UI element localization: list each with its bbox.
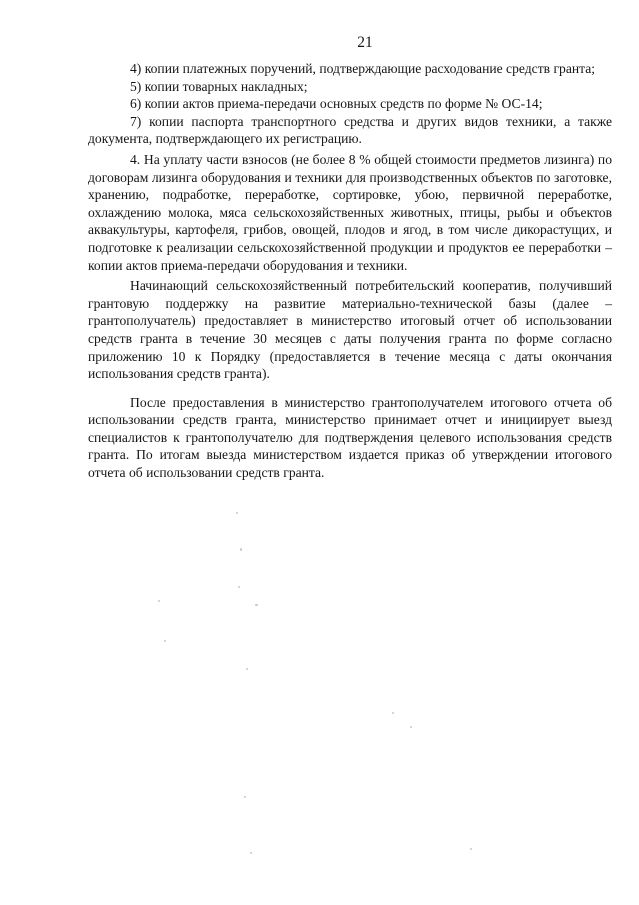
clause-leasing-payments: 4. На уплату части взносов (не более 8 % общей стоимости предметов лизинга) по договорам лизинга оборудования и техники для производственных объектов по заготовке, хранению, подработке, переработке, сортировке, убою, первичной переработке, охлаждению молока, мяса сельскохозяйственных животных, птицы, рыбы и объектов аквакультуры, картофеля, грибов, овощей, плодов и ягод, в том числе дикорастущих, и подготовке к реализации сельскохозяйственной продукции и продуктов ее переработки – копии актов приема-передачи оборудования и техники.	[88, 151, 612, 273]
paragraph-final-report: Начинающий сельскохозяйственный потребительский кооператив, получивший грантовую поддержку на развитие материально-технической базы (далее – грантополучатель) предоставляет в министерство итоговый отчет об использовании средств гранта в течение 30 месяцев с даты получения гранта по форме согласно приложению 10 к Порядку (предоставляется в течение месяца с даты окончания использования средств гранта).	[88, 278, 612, 382]
scan-speck	[238, 586, 240, 588]
document-body	[88, 60, 612, 482]
list-item-transfer-acts: 6) копии актов приема-передачи основных средств по форме № ОС-14;	[130, 96, 543, 112]
scan-speck	[250, 852, 252, 854]
scan-speck	[470, 848, 472, 850]
scan-speck	[244, 796, 246, 798]
scan-speck	[392, 712, 394, 714]
scan-speck	[410, 726, 412, 728]
scan-speck	[236, 512, 238, 514]
list-item-payment-orders: 4) копии платежных поручений, подтверждающие расходование средств гранта;	[130, 61, 596, 76]
scan-speck	[240, 548, 242, 551]
paragraph-ministry-inspection: После предоставления в министерство грантополучателем итогового отчета об использовании средств гранта, министерство принимает отчет и инициирует выезд специалистов к грантополучателю для подтверждения целевого использования средств гранта. По итогам выезда министерством издается приказ об утверждении итогового отчета об использовании средств гранта.	[88, 394, 612, 481]
list-item-waybills: 5) копии товарных накладных;	[130, 78, 308, 94]
scan-speck	[246, 668, 248, 670]
scan-speck	[158, 600, 160, 602]
list-item-vehicle-passport: 7) копии паспорта транспортного средства и других видов техники, а также документа, подтверждающего их регистрацию.	[88, 113, 612, 147]
scan-speck	[255, 604, 258, 606]
page-number: 21	[357, 34, 373, 51]
scan-speck	[164, 640, 166, 642]
